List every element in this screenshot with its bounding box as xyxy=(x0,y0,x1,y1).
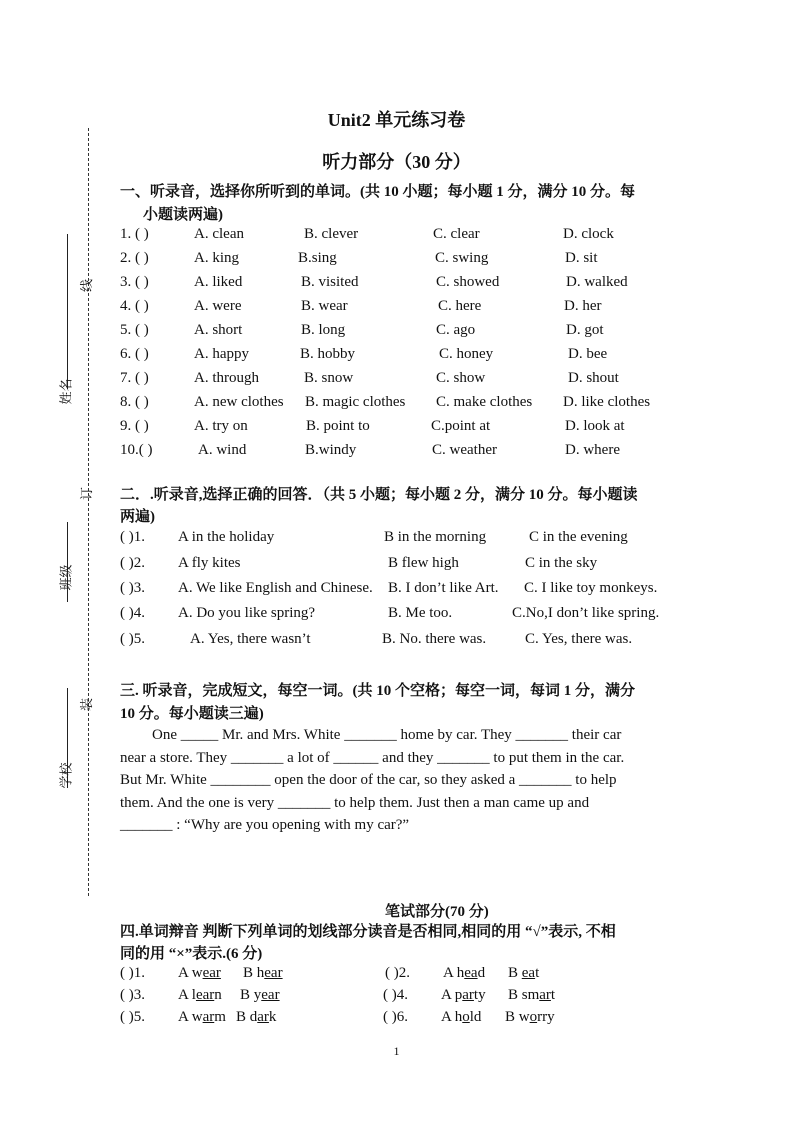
option-a: A fly kites xyxy=(178,555,241,571)
option-c: C. show xyxy=(436,370,486,386)
question-number: ( )3. xyxy=(120,580,145,596)
option-b: B. visited xyxy=(301,274,359,290)
option-b: B.windy xyxy=(305,442,357,458)
option-a: A learn xyxy=(178,987,222,1003)
question-number: ( )3. xyxy=(120,987,145,1003)
option-b: B dark xyxy=(236,1009,277,1025)
option-b: B hear xyxy=(243,965,283,981)
section1-heading-line2: 小题读两遍) xyxy=(143,207,223,223)
question-number: 9. ( ) xyxy=(120,418,149,434)
question-number: 8. ( ) xyxy=(120,394,149,410)
question-number: ( )6. xyxy=(383,1009,408,1025)
section4-heading-line2: 同的用 “×”表示.(6 分) xyxy=(120,946,263,962)
option-d: D. shout xyxy=(568,370,619,386)
question-row xyxy=(0,1009,793,1031)
question-number: ( )5. xyxy=(120,631,145,647)
option-a: A. short xyxy=(194,322,243,338)
option-a: A. liked xyxy=(194,274,243,290)
option-a: A head xyxy=(443,965,486,981)
question-row xyxy=(0,965,793,987)
question-number: 10.( ) xyxy=(120,442,153,458)
question-number: 6. ( ) xyxy=(120,346,149,362)
option-d: D. walked xyxy=(566,274,628,290)
passage-line: them. And the one is very _______ to help them. Just then a man came up and xyxy=(120,794,590,811)
question-number: 2. ( ) xyxy=(120,250,149,266)
option-a: A. were xyxy=(194,298,242,314)
option-c: C. clear xyxy=(433,226,480,242)
option-b: B. Me too. xyxy=(388,605,453,621)
option-b: B in the morning xyxy=(384,529,487,545)
option-a: A. wind xyxy=(198,442,247,458)
question-row xyxy=(0,250,793,272)
zhuang-label: 装 xyxy=(80,697,96,712)
option-c: C. ago xyxy=(436,322,476,338)
question-number: ( )2. xyxy=(120,555,145,571)
question-row xyxy=(0,580,793,602)
option-c: C in the sky xyxy=(525,555,598,571)
option-b: B. point to xyxy=(306,418,370,434)
question-row xyxy=(0,394,793,416)
option-a: A hold xyxy=(441,1009,482,1025)
question-number: 5. ( ) xyxy=(120,322,149,338)
question-number: ( )2. xyxy=(385,965,410,981)
question-number: ( )4. xyxy=(383,987,408,1003)
page-title: Unit2 单元练习卷 xyxy=(327,110,466,130)
option-a: A warm xyxy=(178,1009,226,1025)
question-row xyxy=(0,298,793,320)
question-row xyxy=(0,418,793,440)
question-row xyxy=(0,529,793,551)
option-d: D. like clothes xyxy=(563,394,651,410)
option-a: A. new clothes xyxy=(194,394,284,410)
option-a: A. clean xyxy=(194,226,244,242)
option-c: C. weather xyxy=(432,442,497,458)
section1-heading-line1: 一、听录音，选择你所听到的单词。(共 10 小题；每小题 1 分，满分 10 分。每 xyxy=(120,184,635,200)
passage-line: But Mr. White ________ open the door of the car, so they asked a _______ to help xyxy=(120,772,617,789)
question-row xyxy=(0,274,793,296)
question-number: ( )5. xyxy=(120,1009,145,1025)
option-b: B. snow xyxy=(304,370,354,386)
class-label: 班级 xyxy=(59,564,75,591)
section4-heading-line1: 四.单词辩音 判断下列单词的划线部分读音是否相同,相同的用 “√”表示, 不相 xyxy=(120,924,616,940)
option-b: B year xyxy=(240,987,280,1003)
passage-line: One _____ Mr. and Mrs. White _______ home by car. They _______ their car xyxy=(152,727,622,743)
option-c: C.point at xyxy=(431,418,491,434)
question-row xyxy=(0,370,793,392)
option-b: B. clever xyxy=(304,226,359,242)
option-b: B. magic clothes xyxy=(305,394,406,410)
question-number: ( )1. xyxy=(120,965,145,981)
section2-heading-line1: 二．.听录音,选择正确的回答．（共 5 小题；每小题 2 分，满分 10 分。每小题读 xyxy=(120,487,638,503)
question-number: 7. ( ) xyxy=(120,370,149,386)
section3-heading-line1: 三. 听录音，完成短文，每空一词。(共 10 个空格；每空一词，每词 1 分，满分 xyxy=(120,683,635,699)
listening-subtitle: 听力部分（30 分） xyxy=(322,152,471,172)
question-row xyxy=(0,631,793,653)
option-d: D. sit xyxy=(565,250,598,266)
option-a: A. We like English and Chinese. xyxy=(178,580,373,596)
option-d: D. look at xyxy=(565,418,625,434)
question-number: 4. ( ) xyxy=(120,298,149,314)
section3-heading-line2: 10 分。每小题读三遍) xyxy=(120,706,264,722)
option-a: A. through xyxy=(194,370,259,386)
school-label: 学校 xyxy=(59,762,75,789)
question-number: ( )4. xyxy=(120,605,145,621)
option-b: B. long xyxy=(301,322,346,338)
option-c: C in the evening xyxy=(529,529,628,545)
question-number: 1. ( ) xyxy=(120,226,149,242)
passage-line: _______ : “Why are you opening with my car?” xyxy=(120,817,410,834)
option-c: C.No,I don’t like spring. xyxy=(512,605,660,621)
option-c: C. I like toy monkeys. xyxy=(524,580,658,596)
option-c: C. showed xyxy=(436,274,500,290)
option-c: C. swing xyxy=(435,250,489,266)
option-d: D. where xyxy=(565,442,620,458)
page-number: 1 xyxy=(393,1044,400,1058)
passage-line: near a store. They _______ a lot of ______ and they _______ to put them in the car. xyxy=(120,749,625,766)
option-b: B. No. there was. xyxy=(382,631,487,647)
option-b: B flew high xyxy=(388,555,459,571)
option-b: B. hobby xyxy=(300,346,356,362)
option-a: A. Yes, there wasn’t xyxy=(190,631,311,647)
option-a: A. happy xyxy=(194,346,249,362)
written-part-title: 笔试部分(70 分) xyxy=(385,904,489,920)
name-label: 姓名 xyxy=(59,378,75,405)
question-number: 3. ( ) xyxy=(120,274,149,290)
section2-heading-line2: 两遍) xyxy=(120,509,155,525)
question-row xyxy=(0,605,793,627)
option-a: A. try on xyxy=(194,418,248,434)
option-b: B smart xyxy=(508,987,556,1003)
question-row xyxy=(0,555,793,577)
ding-label: 订 xyxy=(80,486,96,501)
passage xyxy=(120,724,676,837)
option-c: C. make clothes xyxy=(436,394,533,410)
option-d: D. her xyxy=(564,298,602,314)
option-b: B.sing xyxy=(298,250,337,266)
question-row xyxy=(0,442,793,464)
option-a: A party xyxy=(441,987,486,1003)
option-b: B worry xyxy=(505,1009,555,1025)
option-d: D. bee xyxy=(568,346,608,362)
question-number: ( )1. xyxy=(120,529,145,545)
question-row xyxy=(0,346,793,368)
option-b: B. I don’t like Art. xyxy=(388,580,499,596)
option-c: C. honey xyxy=(439,346,494,362)
option-a: A. king xyxy=(194,250,239,266)
option-a: A. Do you like spring? xyxy=(178,605,316,621)
option-d: D. clock xyxy=(563,226,614,242)
question-row xyxy=(0,322,793,344)
option-d: D. got xyxy=(566,322,604,338)
question-row xyxy=(0,987,793,1009)
option-c: C. Yes, there was. xyxy=(525,631,633,647)
option-a: A wear xyxy=(178,965,221,981)
question-row xyxy=(0,226,793,248)
option-b: B eat xyxy=(508,965,540,981)
option-a: A in the holiday xyxy=(178,529,275,545)
line-label: 线 xyxy=(80,278,96,293)
option-c: C. here xyxy=(438,298,482,314)
option-b: B. wear xyxy=(301,298,348,314)
